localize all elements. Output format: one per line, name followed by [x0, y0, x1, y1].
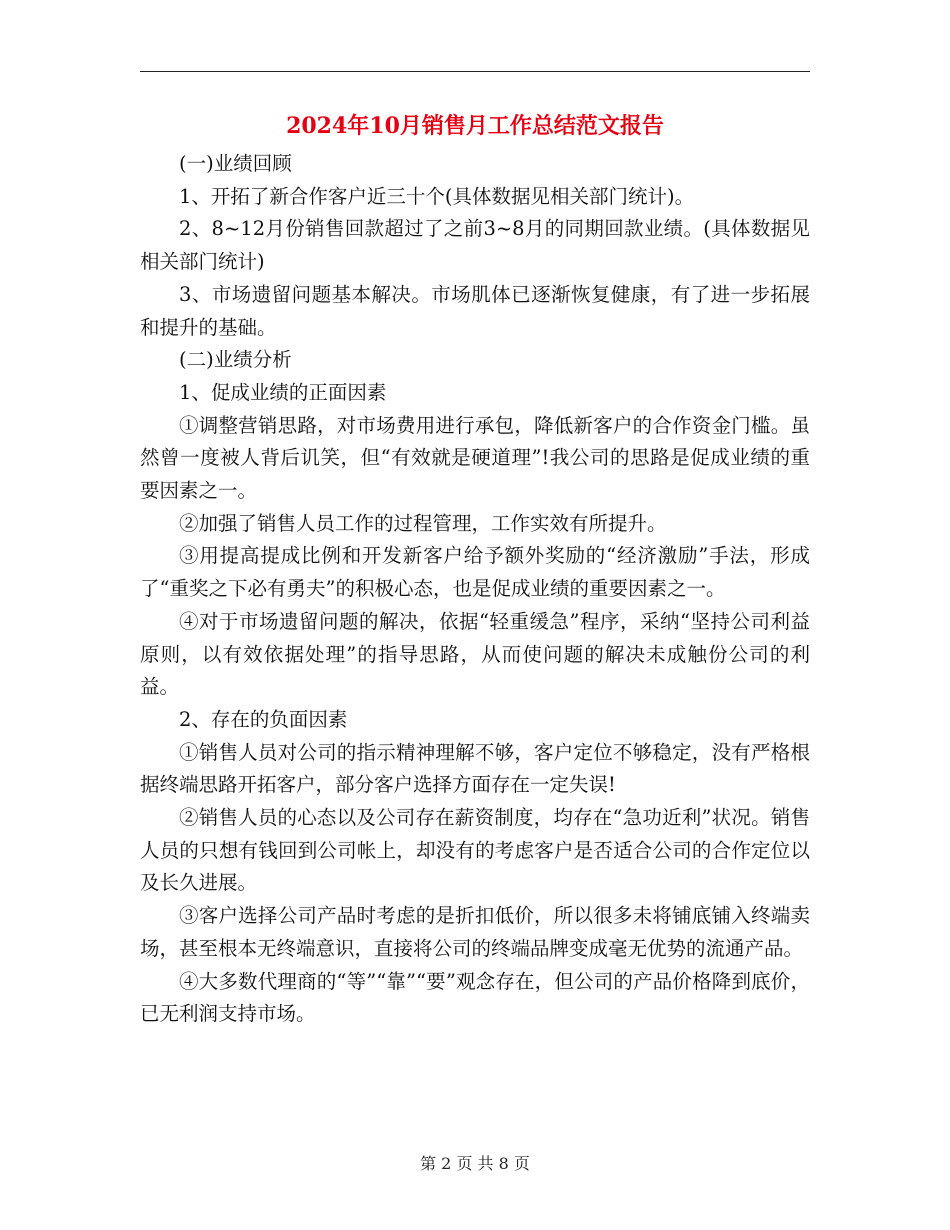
paragraph: ②销售人员的心态以及公司存在薪资制度，均存在“急功近利”状况。销售人员的只想有钱回到公司帐上，却没有的考虑客户是否适合公司的合作定位以及长久进展。	[140, 806, 810, 895]
paragraph: ④对于市场遗留问题的解决，依据“轻重缓急”程序，采纳“坚持公司利益原则，以有效依据处理”的指导思路，从而使问题的解决未成触份公司的利益。	[140, 609, 810, 699]
page-number: 第 2 页 共 8 页	[420, 1154, 530, 1173]
section-heading: (二)业绩分析	[179, 348, 292, 372]
paragraph: ①调整营销思路，对市场费用进行承包，降低新客户的合作资金门槛。虽然曾一度被人背后讥笑，但“有效就是硬道理”!我公司的思路是促成业绩的重要因素之一。	[140, 413, 810, 503]
paragraph: 1、开拓了新合作客户近三十个(具体数据见相关部门统计)。	[179, 184, 695, 208]
subsection-heading: 2、存在的负面因素	[179, 707, 348, 731]
paragraph: ①销售人员对公司的指示精神理解不够，客户定位不够稳定，没有严格根据终端思路开拓客户，部分客户选择方面存在一定失误!	[140, 740, 810, 797]
paragraph: ②加强了销售人员工作的过程管理，工作实效有所提升。	[179, 511, 667, 535]
paragraph: 3、市场遗留问题基本解决。市场肌体已逐渐恢复健康，有了进一步拓展和提升的基础。	[140, 282, 810, 339]
paragraph: ③用提高提成比例和开发新客户给予额外奖励的“经济激励”手法，形成了“重奖之下必有勇夫”的积极心态，也是促成业绩的重要因素之一。	[140, 544, 810, 601]
paragraph: ④大多数代理商的“等”“靠”“要”观念存在，但公司的产品价格降到底价，已无利润支持市场。	[140, 969, 810, 1026]
header-rule	[140, 71, 810, 72]
document-title: 2024年10月销售月工作总结范文报告	[286, 113, 664, 139]
document-body	[140, 148, 810, 1031]
paragraph: ③客户选择公司产品时考虑的是折扣低价，所以很多未将铺底铺入终端卖场，甚至根本无终端意识，直接将公司的终端品牌变成毫无优势的流通产品。	[140, 904, 810, 960]
subsection-heading: 1、促成业绩的正面因素	[179, 380, 387, 404]
section-heading: (一)业绩回顾	[179, 152, 292, 175]
paragraph: 2、8~12月份销售回款超过了之前3~8月的同期回款业绩。(具体数据见相关部门统计)	[140, 217, 810, 274]
